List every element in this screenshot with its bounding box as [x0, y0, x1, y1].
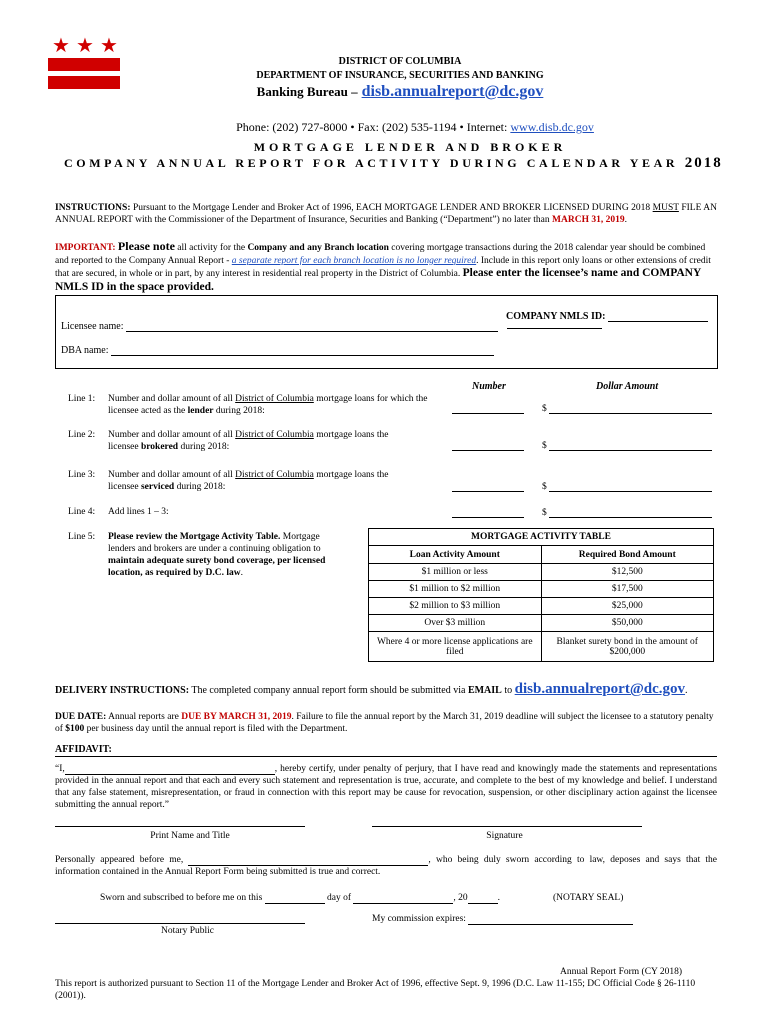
line-1-text: Number and dollar amount of all District of Columbia mortgage loans for which the licensee acted as the lender during 2018: — [108, 394, 428, 416]
line-1-label: Line 1: — [68, 394, 96, 404]
form-title-2: COMPANY ANNUAL REPORT FOR ACTIVITY DURING CALENDAR YEAR 2018 — [64, 155, 723, 171]
header — [180, 56, 620, 101]
notary-seal-label: (NOTARY SEAL) — [553, 893, 624, 903]
line-4-text: Add lines 1 – 3: — [108, 507, 169, 517]
dollar-sign: $ — [542, 482, 547, 492]
table-row: $1 million to $2 million $17,500 — [369, 581, 714, 598]
dollar-sign: $ — [542, 508, 547, 518]
signature-label: Signature — [486, 831, 523, 841]
sworn-year-field[interactable] — [468, 893, 498, 904]
affidavit-label: AFFIDAVIT: — [55, 744, 112, 755]
table-row: Over $3 million $50,000 — [369, 615, 714, 632]
dc-flag-logo — [48, 36, 120, 92]
line-1-number-field[interactable] — [452, 413, 524, 414]
contact-line — [120, 120, 710, 135]
appeared-text: Personally appeared before me, , who being duly sworn according to law, deposes and says that the information contained in the Annual Report Form being submitted is true and correct. — [55, 855, 718, 877]
fax: Fax: (202) 535-1194 — [357, 120, 457, 134]
licensee-name-field[interactable] — [126, 320, 498, 332]
bureau-label: Banking Bureau – — [256, 84, 358, 99]
signature-field[interactable] — [372, 826, 642, 827]
mortgage-activity-table — [368, 528, 714, 662]
important-note: IMPORTANT: Please note all activity for the Company and any Branch location covering mortgage transactions during the 2018 calendar year should be combined and reported to the Company Annual Report - a separate report for each branch location is no longer required. Include in this report only loans or other extensions of credit that are secured, in whole or in part, by any interest in residential real property in the District of Columbia. Please enter the licensee’s name and COMPANY NMLS ID in the space provided. — [55, 239, 711, 293]
internet-label: Internet: — [466, 120, 508, 134]
notary-signature-field[interactable] — [55, 923, 305, 924]
dollar-sign: $ — [542, 404, 547, 414]
authority-text: This report is authorized pursuant to Section 11 of the Mortgage Lender and Broker Act of 1996, effective Sept. 9, 1996 (D.C. Law 11-155; DC Official Code § 26-1110 (2001)). — [55, 979, 696, 1001]
phone: Phone: (202) 727-8000 — [236, 120, 348, 134]
dba-name-label: DBA name: — [61, 345, 109, 356]
sworn-day-field[interactable] — [265, 893, 325, 904]
form-name: Annual Report Form (CY 2018) — [560, 967, 683, 977]
website-link[interactable]: www.disb.dc.gov — [510, 120, 594, 134]
form-year: 2018 — [684, 155, 723, 171]
line-2-text: Number and dollar amount of all District of Columbia mortgage loans the licensee brokered during 2018: — [108, 430, 389, 452]
bureau-line — [180, 83, 620, 101]
commission-expires: My commission expires: — [372, 913, 633, 925]
nmls-id-field-cont[interactable] — [507, 328, 602, 329]
table-row: $1 million or less $12,500 — [369, 564, 714, 581]
delivery-email-link[interactable]: disb.annualreport@dc.gov — [514, 681, 686, 697]
dba-name-field[interactable] — [111, 344, 494, 356]
print-name-label: Print Name and Title — [150, 831, 230, 841]
bullet: • — [350, 120, 355, 134]
table-row: Where 4 or more license applications are filed Blanket surety bond in the amount of $200,000 — [369, 632, 714, 662]
delivery-instructions: DELIVERY INSTRUCTIONS: The completed company annual report form should be submitted via EMAIL to disb.annualreport@dc.gov. — [55, 681, 688, 697]
instructions: INSTRUCTIONS: Pursuant to the Mortgage Lender and Broker Act of 1996, EACH MORTGAGE LENDER AND BROKER LICENSED DURING 2018 MUST FILE AN ANNUAL REPORT with the Commissioner of the Department of Insurance, Securities and Banking (“Department”) no later than MARCH 31, 2019. — [55, 203, 718, 225]
important-label: IMPORTANT: — [55, 243, 116, 253]
dollar-sign: $ — [542, 441, 547, 451]
notary-public-label: Notary Public — [160, 926, 215, 936]
star-icon: ★ — [100, 35, 118, 57]
line-3-label: Line 3: — [68, 470, 96, 480]
bullet: • — [459, 120, 464, 134]
line-5-label: Line 5: — [68, 532, 96, 542]
star-icon: ★ — [76, 35, 94, 57]
instructions-label: INSTRUCTIONS: — [55, 203, 131, 213]
line-4-amount-field[interactable] — [549, 517, 712, 518]
commission-expires-field[interactable] — [468, 914, 633, 925]
star-icon: ★ — [52, 35, 70, 57]
affiant-name-field[interactable] — [65, 764, 275, 775]
department-name: DEPARTMENT OF INSURANCE, SECURITIES AND BANKING — [256, 70, 544, 81]
line-2-label: Line 2: — [68, 430, 96, 440]
sworn-line: Sworn and subscribed to before me on this day of , 20 . — [100, 893, 501, 903]
sworn-month-field[interactable] — [353, 893, 453, 904]
line-2-amount-field[interactable] — [549, 450, 712, 451]
line-5-text: Please review the Mortgage Activity Table. Mortgage lenders and brokers are under a continuing obligation to maintain adequate surety bond coverage, per licensed location, as required by D.C. law. — [108, 532, 326, 578]
district-name: DISTRICT OF COLUMBIA — [338, 56, 462, 67]
line-3-amount-field[interactable] — [549, 491, 712, 492]
due-date: DUE DATE: Annual reports are DUE BY MARCH 31, 2019. Failure to file the annual report by the March 31, 2019 deadline will subject the licensee to a statutory penalty of $100 per business day until the annual report is filed with the Department. — [55, 712, 714, 734]
line-3-number-field[interactable] — [452, 491, 524, 492]
nmls-label: COMPANY NMLS ID: — [506, 311, 606, 322]
affidavit-text: “I, , hereby certify, under penalty of perjury, that I have read and knowingly made the statements and representations provided in the annual report and that each and every such statement and representation is true, accurate, and complete to the best of my knowledge and belief. I understand that any false statement, misrepresentation, or fraud in connection with this report may be cause for revocation, suspension, or other disciplinary action against the licensee submitting the annual report.” — [55, 764, 717, 810]
line-1-amount-field[interactable] — [549, 413, 712, 414]
licensee-box — [55, 295, 718, 369]
col-dollar-header: Dollar Amount — [596, 381, 659, 392]
bureau-email-link[interactable]: disb.annualreport@dc.gov — [361, 83, 544, 100]
line-3-text: Number and dollar amount of all District of Columbia mortgage loans the licensee serviced during 2018: — [108, 470, 389, 492]
table-header: Loan Activity Amount — [369, 546, 542, 564]
line-2-number-field[interactable] — [452, 450, 524, 451]
table-row: $2 million to $3 million $25,000 — [369, 598, 714, 615]
table-header: Required Bond Amount — [541, 546, 714, 564]
appearer-name-field[interactable] — [188, 855, 428, 866]
line-4-number-field[interactable] — [452, 517, 524, 518]
print-name-field[interactable] — [55, 826, 305, 827]
licensee-name-label: Licensee name: — [61, 321, 124, 332]
line-4-label: Line 4: — [68, 507, 96, 517]
col-number-header: Number — [472, 381, 506, 392]
form-title-1: MORTGAGE LENDER AND BROKER — [253, 140, 567, 154]
nmls-id-field[interactable] — [608, 310, 708, 322]
table-title: MORTGAGE ACTIVITY TABLE — [369, 529, 714, 546]
